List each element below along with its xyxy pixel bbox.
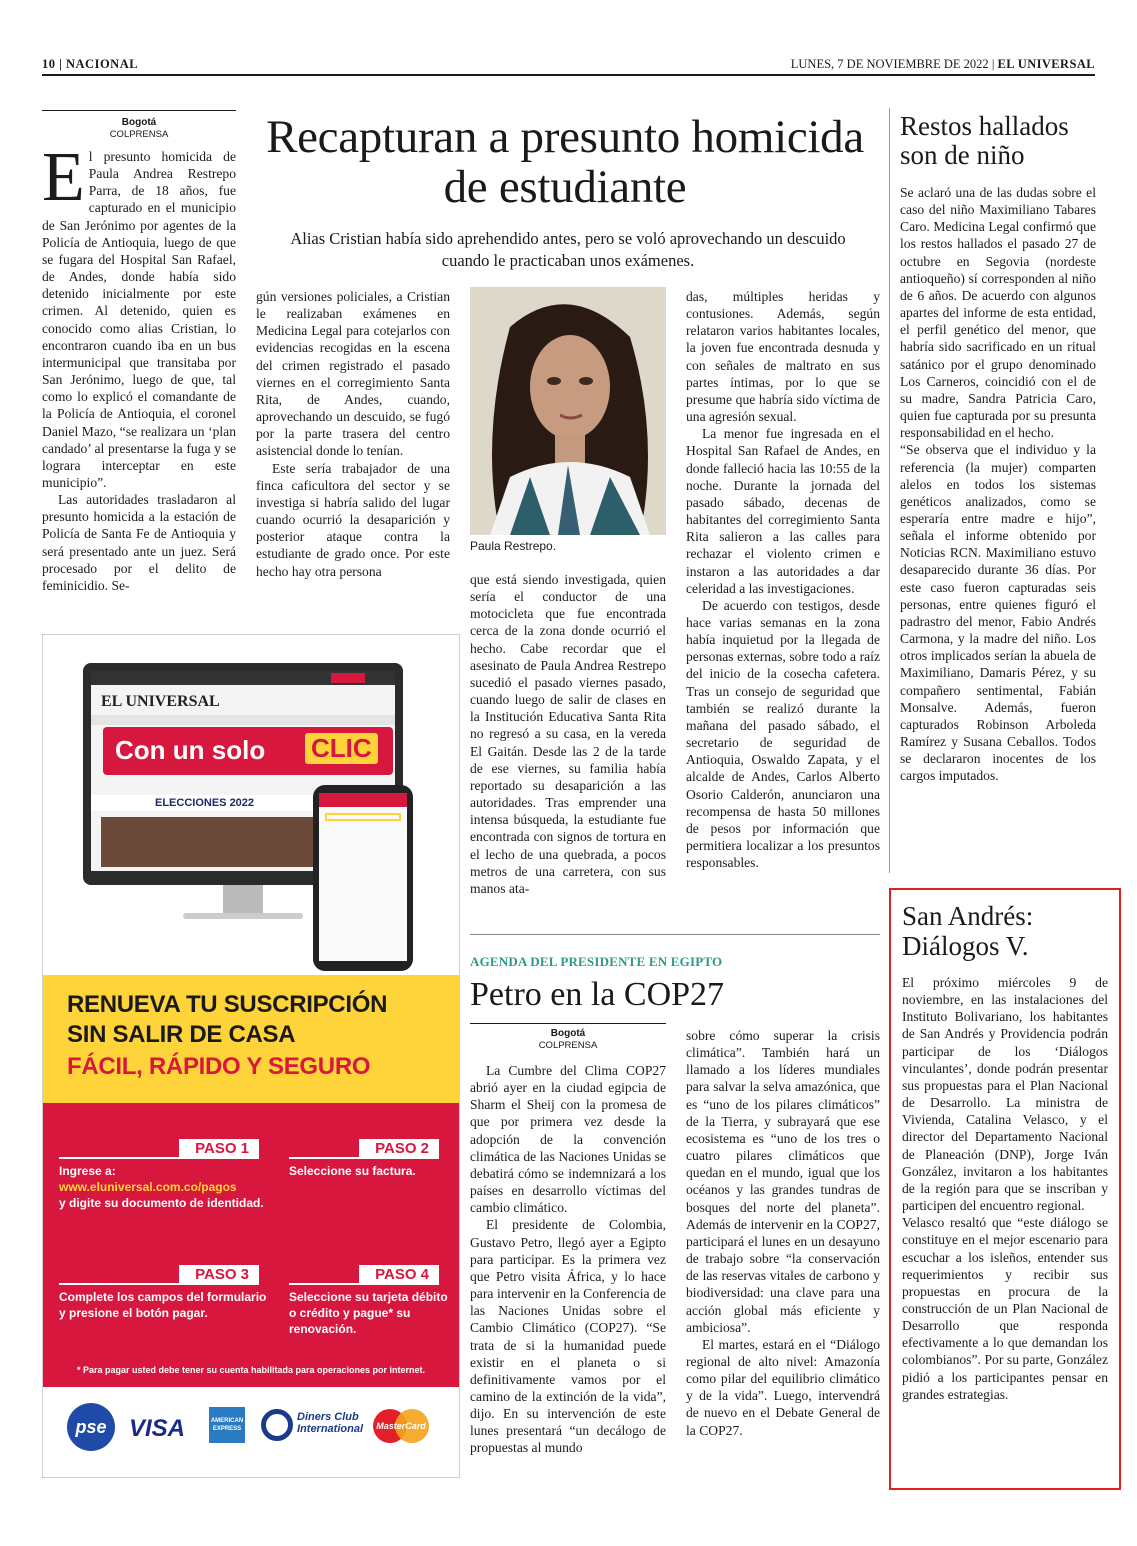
phone-search-mock [325,813,401,821]
petro-byline-rule [470,1023,666,1024]
subscribe-button-mock [331,673,365,683]
phone-screen [319,793,407,961]
petro-col1-p1: La Cumbre del Clima COP27 abrió ayer en la ciudad egipcia de Sharm el Sheij con la promesa de que por primera vez desde la adopción de la convención climática de las Naciones Unidas se debatirá cómo se indemnizará a los países en desarrollo víctimas del cambio climático. [470,1063,666,1216]
petro-byline-agency: COLPRENSA [538,1040,598,1051]
main-subheadline: Alias Cristian había sido aprehendido antes, pero se voló aprovechando un descuido cuando le practicaban unos exámenes. [290,229,846,270]
main-col4-p1: das, múltiples heridas y contusiones. Además, según relataron varios habitantes locales, la joven fue encontrada desnuda y con señales de maltrato en sus partes íntimas, por lo que se presume que habría sido víctima de una agresión sexual. [686,289,880,425]
elections-label: ELECCIONES 2022 [155,797,255,809]
drop-cap: E [42,139,85,216]
main-col1-p2: Las autoridades trasladaron al presunto homicida a la estación de Policía de Santa Fe de Antioquia y será presentado ante un juez. Será procesado por el delito de feminicidio. Se- [42,492,236,593]
byline-agency: COLPRENSA [109,129,169,140]
byline-city: Bogotá [121,117,157,128]
petro-byline [470,1028,666,1052]
paso1-tag: PASO 1 [179,1139,259,1158]
main-byline [42,117,236,141]
main-story-col4 [686,288,880,871]
petro-col2-p2: El martes, estará en el “Diálogo regional de alto nivel: Amazonía como pilar del equilibrio climático y de la vida”. Luego, intervendrá de nuevo en el Debate General de la COP27. [686,1336,880,1438]
petro-col1 [470,1062,666,1457]
section-rule [470,934,880,935]
site-logo: EL UNIVERSAL [101,693,220,710]
byline-rule [42,110,236,111]
diners-icon [261,1409,293,1441]
monitor-neck [223,885,263,915]
paso1-text [59,1163,269,1211]
nav-bar-mock [91,715,395,725]
amex-logo: AMERICAN EXPRESS [209,1407,245,1443]
paso3-tag: PASO 3 [179,1265,259,1284]
paper-name: EL UNIVERSAL [997,57,1095,71]
petro-col2 [686,1027,880,1439]
header-rule [42,74,1095,76]
mastercard-logo: MasterCard [376,1421,426,1431]
san-andres-p2: Velasco resaltó que “este diálogo se constituye en el mejor escenario para escuchar a los isleños, entender sus requerimientos y recibir sus propuestas en procura de la construcción de un Plan Nacional de Desarrollo que responda efectivamente a lo que demandan los colombianos”. Por su parte, González pidió a los participantes pensar en grandes estrategias. [902,1215,1108,1402]
clic-highlight: CLIC [305,733,378,764]
portrait-illustration [470,287,666,535]
san-andres-body [902,974,1108,1403]
diners-logo: Diners Club International [297,1411,364,1435]
page-date-line: LUNES, 7 DE NOVIEMBRE DE 2022 | EL UNIVERSAL [790,57,1095,71]
main-col3-p1: que está siendo investigada, quien sería el conductor de una motocicleta que fue encontrada cerca de la zona donde ocurrió el hecho. Cabe recordar que el asesinato de Paula Andrea Restrepo sucedió el pasado viernes pasado, cuando luego de salir de clases en la Institución Educativa Santa Rita no regresó a su casa, en la vereda El Gaitán. Desde las 2 de la tarde de ese viernes, su familia había reportado su desaparición a las autoridades. Tras emprender una intensa búsqueda, la estudiante fue encontrada con signos de tortura en el lecho de una quebrada, a pocos metros de una carretera, con sus manos ata- [470,572,666,896]
paso4-text: Seleccione su tarjeta débito o crédito y pague* su renovación. [289,1290,448,1336]
victim-photo [470,287,666,535]
petro-col2-p1: sobre cómo superar la crisis climática”. También hará un llamado a los líderes mundiales para salvar la selva amazónica, que es “uno de los pilares climáticos” de la Tierra, y subrayará que ese ecosistema es “uno de los tres o cuatro pilares climáticos que quedan en el mundo, igual que los océanos y las grandes tundras de bosques del norte del planeta”. Además de intervenir en la COP27, participará el lunes en un desayuno de trabajo sobre “la conservación de las reservas vitales de carbono y biodiversidad: una clave para una acción global más eficiente y ambiciosa”. [686,1028,880,1335]
main-story-col1 [42,139,236,594]
paso2-text: Seleccione su factura. [289,1164,416,1178]
photo-caption: Paula Restrepo. [470,539,557,553]
page-section-label: 10 | NACIONAL [42,57,139,71]
paso4-tag: PASO 4 [359,1265,439,1284]
main-story-col2 [256,288,450,580]
main-col2-p2: Este sería trabajador de una finca caficultora del sector y se investiga si habría salido del lugar cuando ocurrió la desaparición y posterior ataque contra la estudiante de grado once. Por este hecho hay otra persona [256,460,450,579]
column-rule [889,108,890,873]
pse-logo: pse [67,1403,115,1451]
paso1-text-b: y digite su documento de identidad. [59,1196,264,1210]
issue-date: LUNES, 7 DE NOVIEMBRE DE 2022 [790,57,989,71]
restos-p1: Se aclaró una de las dudas sobre el caso del niño Maximiliano Tabares Caro. Medicina Legal confirmó que los restos hallados el pasado 27 de octubre en Segovia (nordeste antioqueño) sí corresponden al niño de 6 años. De acuerdo con algunos apartes del informe de esta entidad, el perfil genético del menor, que habría sido sacrificado en un ritual satánico por el grupo denominado Los Carneros, coincidió con el de su madre, Sandra Patricia Caro, quien fue capturada por su presunta responsabilidad en el hecho. [900,185,1096,441]
restos-p2: “Se observa que el individuo y la referencia (la mujer) comparten alelos en todos los sistemas genéticos analizados, como se esperaría entre madre e hijo”, señala el informe obtenido por Noticias RCN. Maximiliano estuvo desaparecido durante 36 días. Por este caso fueron capturadas seis personas, entre quienes figuró el padrastro del menor, Fabio Andrés Carmona, y la madre del niño. Los otros implicados serían la abuela de Maximiliano, Damaris Pérez, y su compañero sentimental, Fabián Monsalve. Además, fueron capturados Robinson Arboleda Ramírez y Susana Ceballos. Todos se declararon inocentes de los cargos imputados. [900,442,1096,784]
subscription-ad[interactable] [42,634,460,1478]
petro-kicker: AGENDA DEL PRESIDENTE EN EGIPTO [470,954,723,969]
paso2-tag: PASO 2 [359,1139,439,1158]
san-andres-p1: El próximo miércoles 9 de noviembre, en las instalaciones del Instituto Bolivariano, los habitantes de San Andrés y Providencia podrán participar de los ‘Diálogos vinculantes’, donde podrán presentar sus propuestas para el Plan Nacional de Desarrollo. La ministra de Vivienda, Catalina Velasco, y el director del Departamento Nacional de Planeación (DNP), Jorge Iván González, invitaron a los habitantes de la región para que se inscriban y participen del encuentro regional. [902,975,1108,1214]
paso1-url[interactable]: www.eluniversal.com.co/pagos [59,1180,237,1194]
paso1-text-a: Ingrese a: [59,1164,116,1178]
visa-logo: VISA [129,1415,186,1442]
ad-head-line1: RENUEVA TU SUSCRIPCIÓN [67,991,388,1018]
main-col2-p1: gún versiones policiales, a Cristian le realizaban exámenes en Medicina Legal para cotejarlos con evidencias recogidas en la escena del crimen registrado el pasado viernes en el corregimiento Santa Rita, de Andes, cuando, aprovechando un descuido, se fugó por la parte trasera del centro asistencial donde lo tenían. [256,289,450,459]
restos-body [900,184,1096,784]
clic-banner-text: Con un solo [115,735,266,765]
san-andres-headline: San Andrés: Diálogos V. [902,901,1034,961]
petro-headline: Petro en la COP27 [470,976,725,1013]
ad-head-line2: SIN SALIR DE CASA [67,1021,296,1048]
main-col4-p2: La menor fue ingresada en el Hospital San Rafael de Andes, en donde falleció hacia las 10:55 de la noche. Durante la jornada del pasado sábado, decenas de habitantes del corregimiento Santa Rita salieron a las calles para rechazar el violento crimen e instaron a las autoridades a dar celeridad a las investigaciones. [686,426,880,596]
ad-head-line3: FÁCIL, RÁPIDO Y SEGURO [67,1053,371,1080]
main-headline: Recapturan a presunto homicida de estudiante [266,111,864,213]
petro-byline-city: Bogotá [550,1028,586,1039]
ad-footnote: * Para pagar usted debe tener su cuenta habilitada para operaciones por internet. [76,1365,426,1375]
main-story-col3 [470,571,666,897]
phone-header-mock [319,793,407,807]
petro-col1-p2: El presidente de Colombia, Gustavo Petro, llegó ayer a Egipto para participar. Es la primera vez que Petro visita África, y lo hace para intervenir en la Conferencia de las Naciones Unidas sobre el Cambio Climático (COP27). “Se trata de si la humanidad puede existir en el planeta o si definitivamente vamos por el camino de la extinción de la vida”, dijo. En su intervención de este lunes presentará “un decálogo de propuestas al mundo [470,1217,666,1456]
paso3-text: Complete los campos del formulario y presione el botón pagar. [59,1290,267,1320]
main-col4-p3: De acuerdo con testigos, desde hace varias semanas en la zona había inquietud por la llegada de personas externas, sobre todo a raíz del inicio de la cosecha cafetera. Tras un consejo de seguridad que también se realizó durante la mañana del pasado sábado, el secretario de seguridad de Antioquia, Oswaldo Zapata, y el alcalde de Andes, Carlos Alberto Osorio Calderón, anunciaron una recompensa de hasta 50 millones de pesos por información que permitiera localizar a los presuntos responsables. [686,597,880,871]
monitor-base [183,913,303,919]
main-col1-p1: l presunto homicida de Paula Andrea Restrepo Parra, de 18 años, fue capturado en el municipio de San Jerónimo por agentes de la Policía de Antioquia, luego de que se fugara del Hospital San Rafael, de Andes, donde había sido detenido inicialmente por este crimen. Al detenido, quien es conocido como alias Cristian, lo encontraron cuando iba en un bus intermunicipal que transitaba por San Jerónimo, luego de que, tal como lo explicó el comandante de la Policía de Antioquia, el coronel Daniel Mazo, “se realizara un ‘plan candado’ al presentarse la fuga y se lograra interceptar en este municipio”. [42,149,236,490]
restos-headline: Restos hallados son de niño [900,111,1069,170]
